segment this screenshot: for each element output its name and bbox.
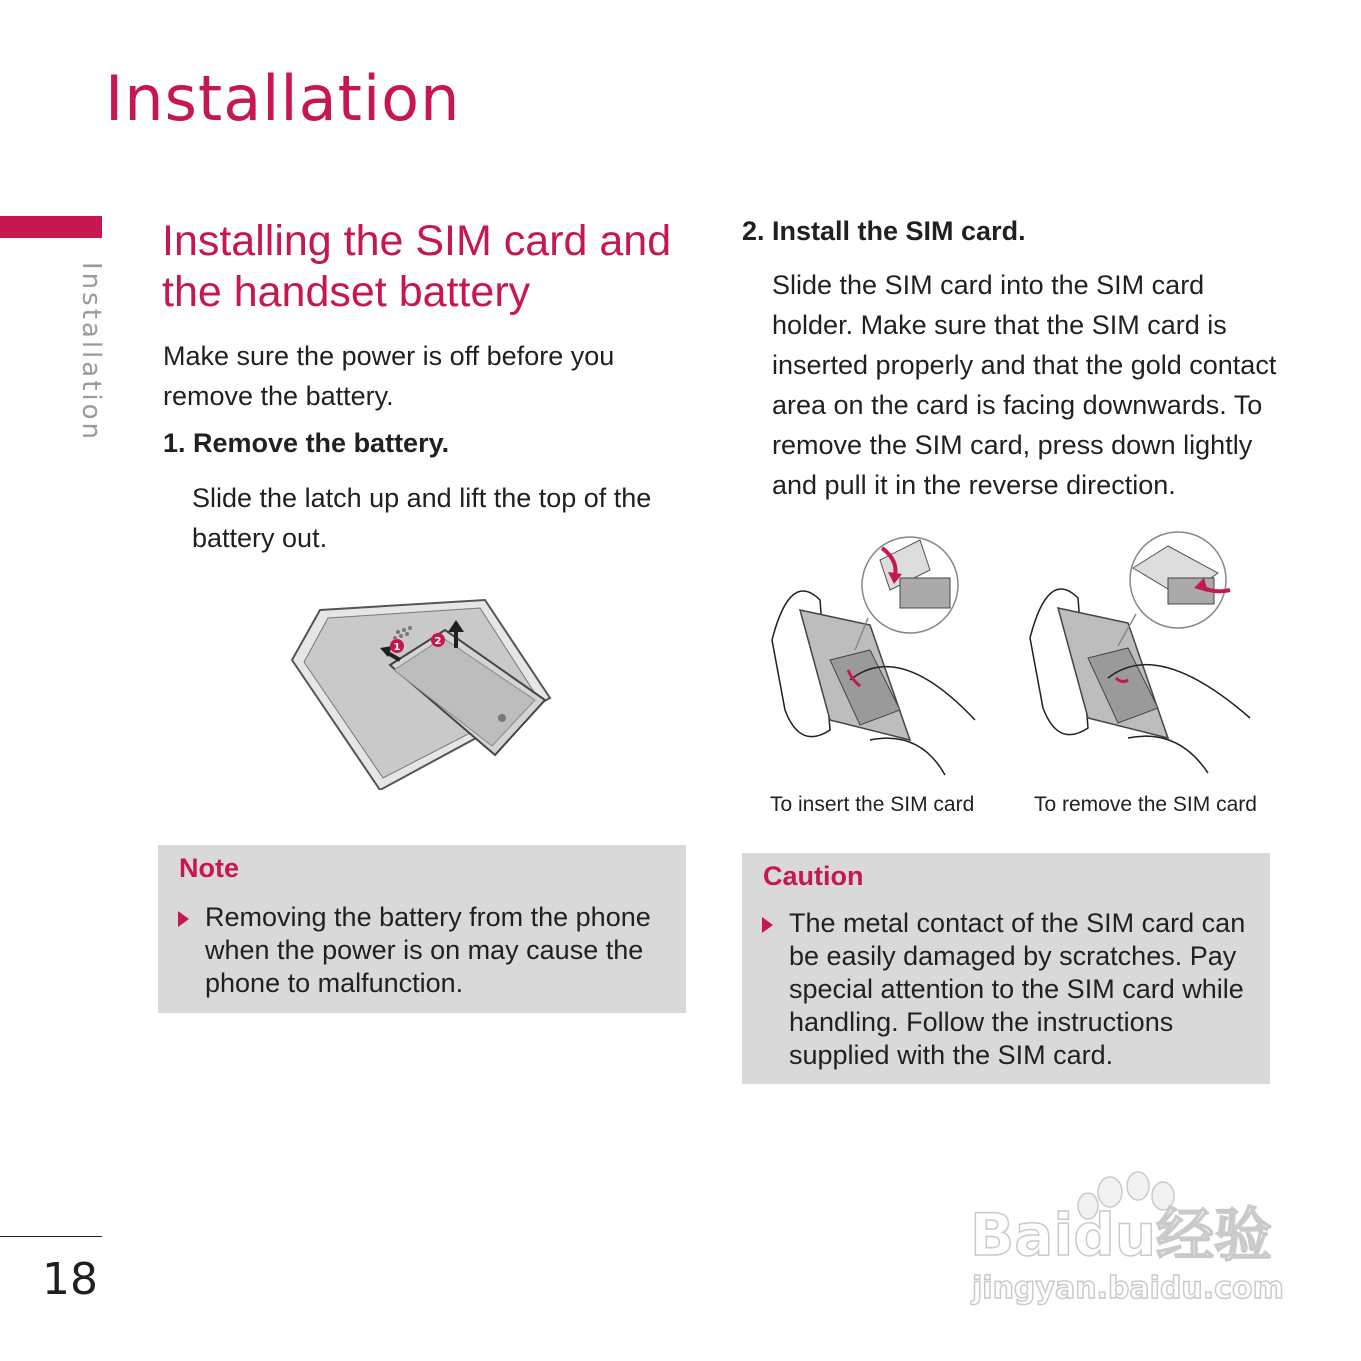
caption-remove: To remove the SIM card bbox=[1034, 793, 1257, 816]
note-text: Removing the battery from the phone when the power is on may cause the phone to malfunction. bbox=[205, 902, 651, 998]
battery-removal-illustration bbox=[280, 590, 560, 790]
page-title: Installation bbox=[105, 62, 461, 135]
bullet-arrow-icon bbox=[762, 917, 773, 933]
page-number: 18 bbox=[42, 1254, 98, 1305]
watermark-brand: Baidu经验 bbox=[970, 1201, 1273, 1269]
side-section-tab: Installation bbox=[76, 262, 106, 443]
caution-text: The metal contact of the SIM card can be easily damaged by scratches. Pay special attention to the SIM card while handling. Follow the instructions supplied with the SIM card. bbox=[789, 908, 1246, 1070]
baidu-watermark-logo bbox=[960, 1160, 1290, 1310]
section-heading: Installing the SIM card and the handset battery bbox=[162, 217, 672, 316]
caution-item bbox=[762, 907, 1262, 1072]
watermark-url: jingyan.baidu.com bbox=[972, 1271, 1284, 1306]
caution-title: Caution bbox=[763, 861, 864, 891]
note-item bbox=[178, 901, 668, 1000]
step-marker-1: 1 bbox=[393, 642, 401, 653]
page-number-rule bbox=[0, 1236, 102, 1237]
side-accent-bar bbox=[0, 216, 102, 238]
step2-body: Slide the SIM card into the SIM card holder. Make sure that the SIM card is inserted properly and that the gold contact area on the card is facing downwards. To remove the SIM card, press down lightly and pull it in the reverse direction. bbox=[772, 270, 1277, 500]
caption-insert: To insert the SIM card bbox=[770, 793, 975, 816]
bullet-arrow-icon bbox=[178, 911, 189, 927]
intro-paragraph: Make sure the power is off before you remove the battery. bbox=[163, 341, 615, 411]
note-box bbox=[158, 845, 686, 1013]
sim-remove-illustration bbox=[1018, 528, 1258, 780]
note-title: Note bbox=[179, 853, 239, 883]
step1-body: Slide the latch up and lift the top of the battery out. bbox=[192, 483, 652, 553]
caution-box bbox=[742, 853, 1270, 1084]
step1-title: 1. Remove the battery. bbox=[163, 428, 450, 458]
sim-insert-illustration bbox=[760, 530, 980, 780]
step2-title: 2. Install the SIM card. bbox=[742, 216, 1026, 246]
step-marker-2: 2 bbox=[434, 636, 442, 647]
